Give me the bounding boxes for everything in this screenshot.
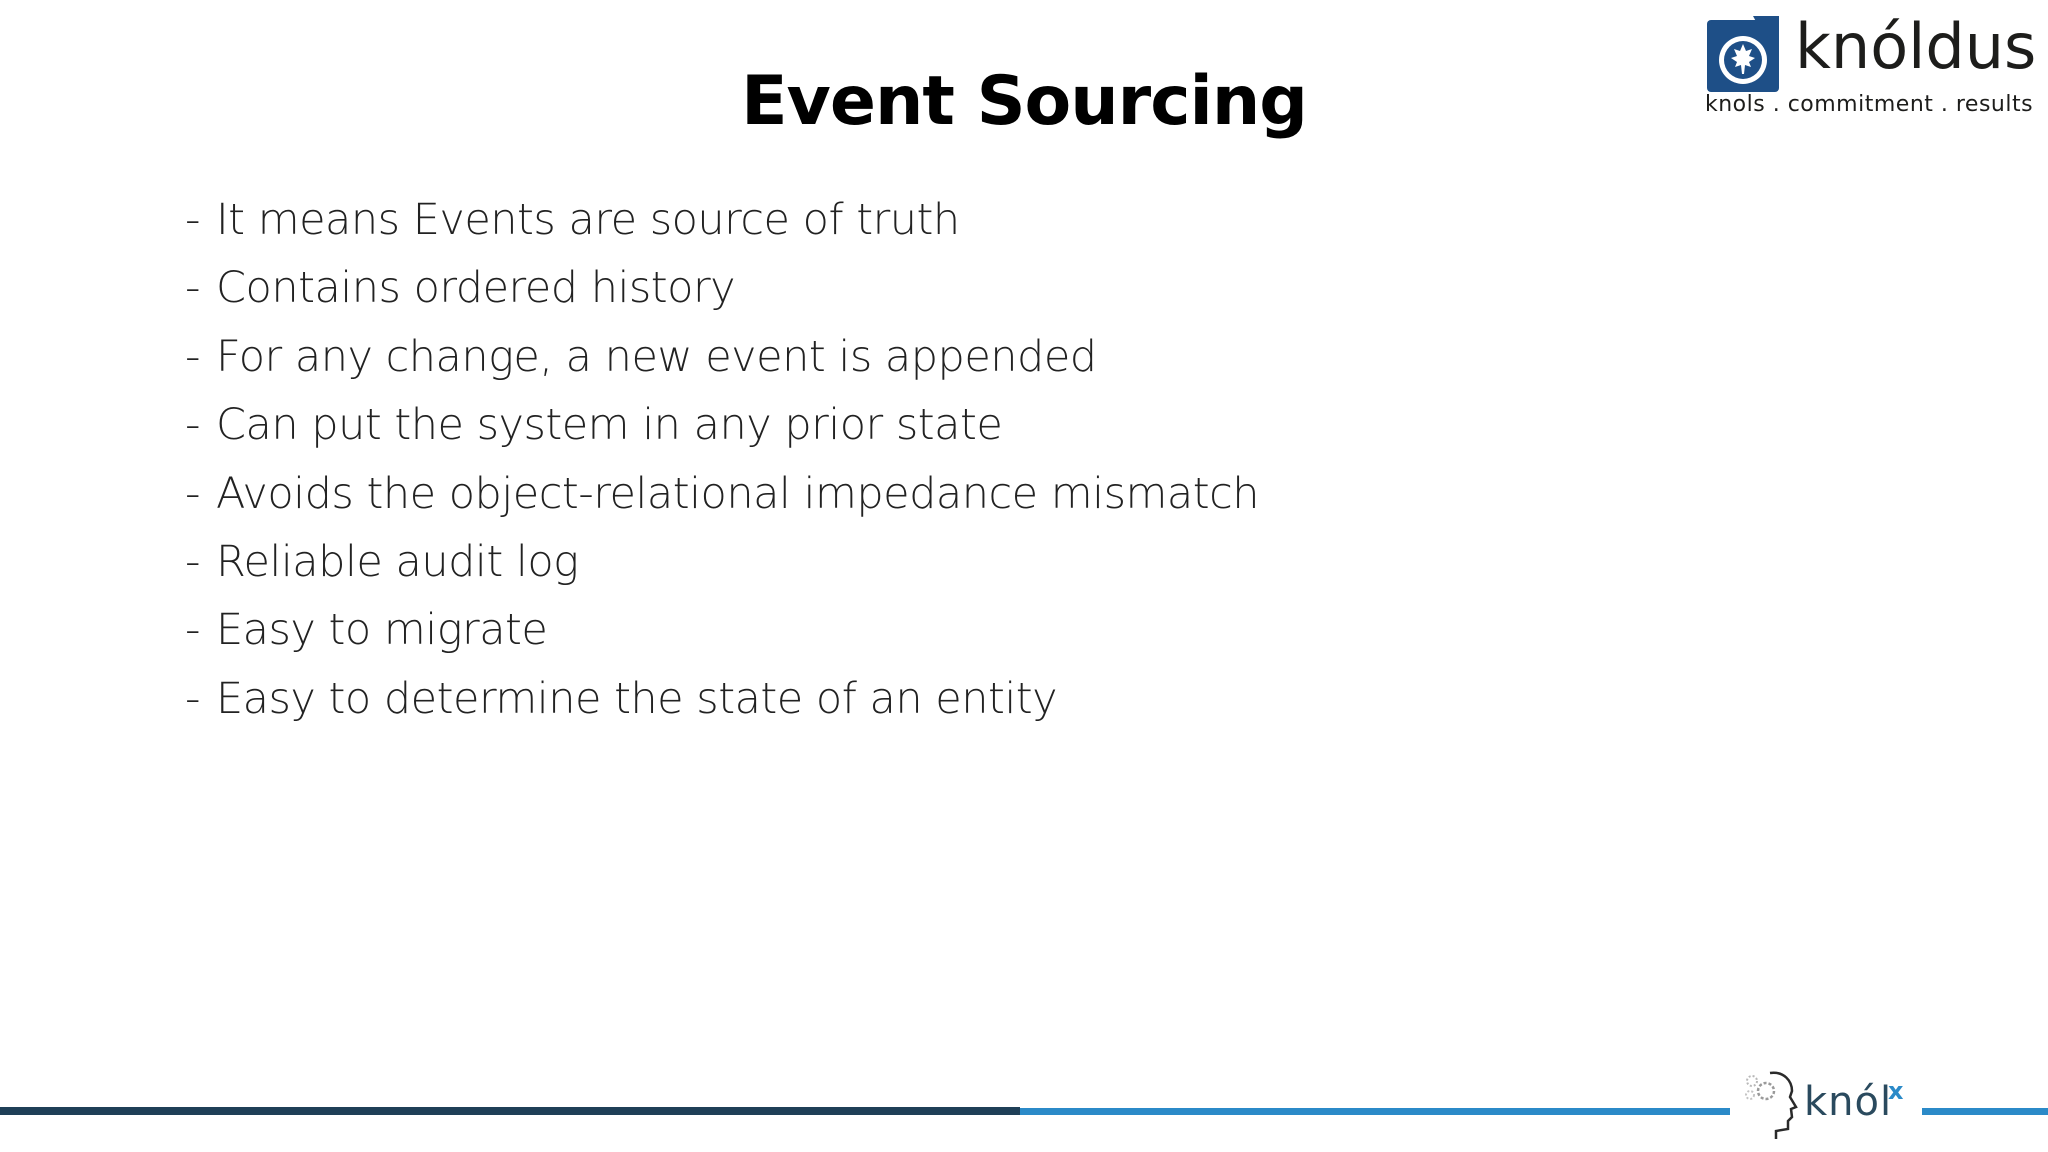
knoldus-maple-leaf-icon — [1707, 16, 1779, 92]
footer-bar-dark — [0, 1107, 1020, 1115]
bullet-marker: - — [185, 400, 201, 451]
bullet-text: Easy to determine the state of an entity — [216, 673, 1058, 724]
bullet-marker: - — [185, 195, 201, 245]
bullet-text: It means Events are source of truth — [216, 195, 960, 245]
knoldus-tagline: knols . commitment . results — [1705, 92, 2034, 117]
bullet-text: Can put the system in any prior state — [216, 400, 1003, 451]
knoldus-logo — [1705, 10, 2037, 124]
bullet-marker: - — [185, 605, 201, 656]
bullet-text: Reliable audit log — [216, 537, 579, 588]
knolx-badge — [1730, 1053, 1922, 1152]
bullet-list — [185, 186, 1259, 733]
knoldus-wordmark: knóldus — [1795, 10, 2037, 83]
list-item — [185, 596, 1259, 664]
bullet-text: For any change, a new event is appended — [216, 331, 1097, 382]
list-item — [185, 460, 1259, 528]
bullet-text: Contains ordered history — [216, 263, 736, 314]
bullet-marker: - — [185, 673, 201, 724]
list-item — [185, 391, 1259, 459]
bullet-marker: - — [185, 468, 201, 519]
knolx-superscript: x — [1888, 1077, 1904, 1105]
list-item — [185, 665, 1259, 733]
bullet-marker: - — [185, 537, 201, 588]
bullet-marker: - — [185, 263, 201, 314]
list-item — [185, 528, 1259, 596]
knolx-wordmark: knól — [1804, 1079, 1893, 1125]
list-item — [185, 186, 1259, 254]
knolx-head-gears-icon — [1740, 1067, 1800, 1141]
list-item — [185, 323, 1259, 391]
list-item — [185, 254, 1259, 322]
bullet-text: Avoids the object-relational impedance mismatch — [216, 468, 1260, 519]
bullet-text: Easy to migrate — [216, 605, 548, 656]
slide-title: Event Sourcing — [741, 62, 1307, 141]
bullet-marker: - — [185, 331, 201, 382]
